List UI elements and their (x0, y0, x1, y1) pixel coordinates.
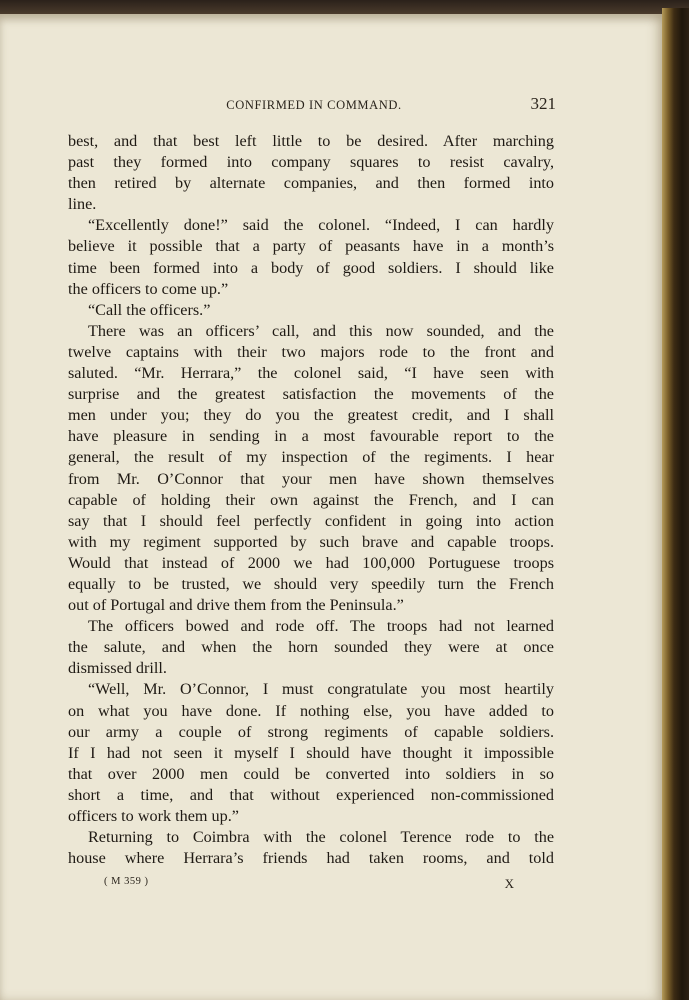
text-line: capable of holding their own against the French, and I can (68, 490, 554, 509)
text-line: “Call the officers.” (88, 300, 211, 319)
text-line: Returning to Coimbra with the colonel Terence rode to the (88, 828, 554, 847)
page-footer (104, 876, 514, 894)
text-line: past they formed into company squares to resist cavalry, (68, 153, 554, 172)
text-line: the officers to come up.” (68, 279, 229, 298)
text-line: Would that instead of 2000 we had 100,000 Portuguese troops (68, 553, 554, 572)
text-line: short a time, and that without experienced non-commissioned (68, 785, 554, 804)
printer-signature: ( M 359 ) (104, 876, 149, 887)
text-line: “Well, Mr. O’Connor, I must congratulate you most heartily (88, 680, 554, 699)
running-title: CONFIRMED IN COMMAND. (226, 98, 402, 112)
page-number: 321 (530, 94, 556, 113)
text-line: have pleasure in sending in a most favourable report to the (68, 427, 554, 446)
text-line: dismissed drill. (68, 659, 167, 678)
book-binding-edge (662, 8, 689, 1000)
text-line: the salute, and when the horn sounded they were at once (68, 638, 554, 657)
text-line: with my regiment supported by such brave and capable troops. (68, 532, 554, 551)
text-line: If I had not seen it myself I should have thought it impossible (68, 743, 554, 762)
text-line: The officers bowed and rode off. The troops had not learned (88, 617, 554, 636)
sheet-mark: X (504, 876, 514, 891)
text-line: that over 2000 men could be converted into soldiers in so (68, 764, 554, 783)
text-line: twelve captains with their two majors rode to the front and (68, 342, 554, 361)
text-line: house where Herrara’s friends had taken rooms, and told (68, 849, 554, 868)
text-line: “Excellently done!” said the colonel. “Indeed, I can hardly (88, 216, 554, 235)
running-head (72, 96, 556, 116)
text-line: from Mr. O’Connor that your men have shown themselves (68, 469, 554, 488)
text-line: best, and that best left little to be desired. After marching (68, 132, 554, 150)
text-line: our army a couple of strong regiments of capable soldiers. (68, 722, 554, 741)
text-line: saluted. “Mr. Herrara,” the colonel said, “I have seen with (68, 364, 554, 383)
text-line: then retired by alternate companies, and then formed into (68, 174, 554, 193)
text-line: line. (68, 195, 97, 214)
text-line: officers to work them up.” (68, 807, 239, 825)
text-line: say that I should feel perfectly confident in going into action (68, 511, 554, 530)
text-line: time been formed into a body of good soldiers. I should like (68, 258, 554, 277)
text-line: believe it possible that a party of peasants have in a month’s (68, 237, 554, 256)
text-line: on what you have done. If nothing else, you have added to (68, 701, 554, 720)
text-line: equally to be trusted, we should very speedily turn the French (68, 574, 554, 593)
text-line: general, the result of my inspection of the regiments. I hear (68, 448, 554, 467)
text-line: There was an officers’ call, and this now sounded, and the (88, 321, 554, 340)
body-text (68, 131, 554, 869)
text-line: out of Portugal and drive them from the Peninsula.” (68, 596, 404, 615)
text-line: men under you; they do you the greatest credit, and I shall (68, 406, 554, 425)
text-line: surprise and the greatest satisfaction the movements of the (68, 385, 554, 404)
